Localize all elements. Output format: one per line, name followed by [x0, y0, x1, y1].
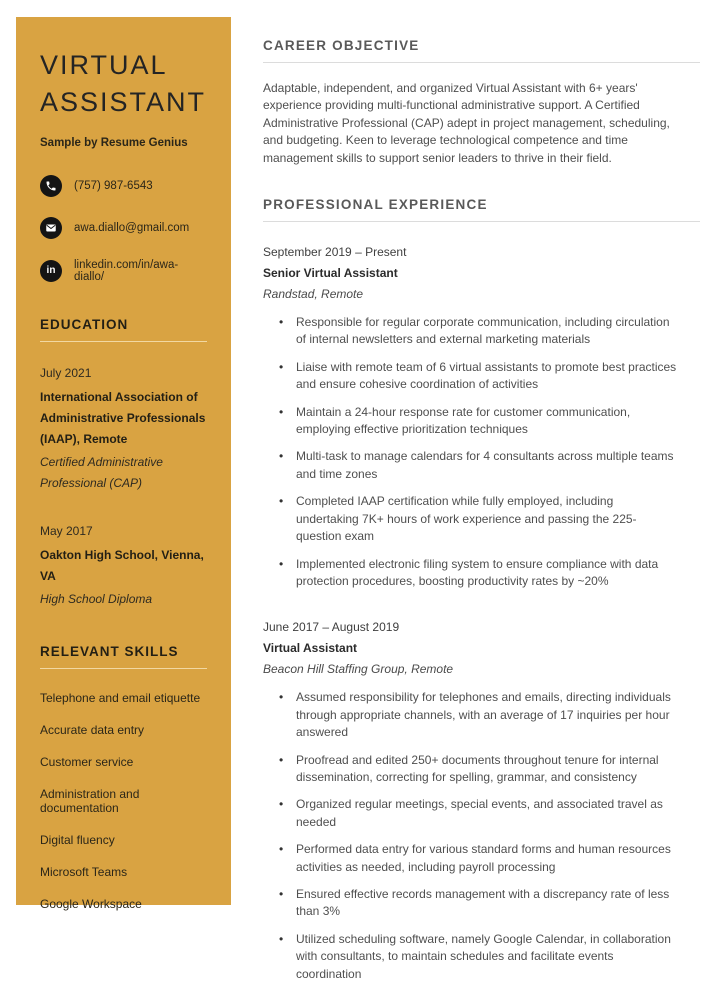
- professional-experience-section: [263, 197, 700, 983]
- main-column: [263, 38, 700, 993]
- resume-title-line1: VIRTUAL: [40, 50, 168, 80]
- email-icon: [40, 217, 62, 239]
- education-section: [40, 317, 207, 610]
- skills-section: [40, 644, 207, 911]
- resume-title: [40, 47, 207, 121]
- skill-item: Google Workspace: [40, 897, 142, 911]
- career-objective-section: [263, 38, 700, 167]
- resume-title-line2: ASSISTANT: [40, 87, 207, 117]
- skill-item: Administration and documentation: [40, 787, 140, 815]
- job-title: Virtual Assistant: [263, 641, 358, 656]
- experience-bullet: • Assumed responsibility for telephones and emails, directing individuals through appropriate channels, with an average of 17 inquiries per hour answered: [263, 689, 700, 741]
- skill-item: Customer service: [40, 755, 134, 769]
- education-degree: High School Diploma: [40, 592, 153, 606]
- job-entry-virtual-assistant: [263, 620, 700, 983]
- experience-bullet: • Organized regular meetings, special events, and associated travel as needed: [263, 796, 700, 831]
- contact-item-email: [40, 217, 207, 239]
- education-school: International Association of Administrative Professionals (IAAP), Remote: [40, 390, 206, 446]
- career-objective-heading: CAREER OBJECTIVE: [263, 38, 420, 53]
- job-bullet-list: [263, 314, 700, 590]
- education-date: July 2021: [40, 366, 92, 380]
- skills-heading: RELEVANT SKILLS: [40, 644, 179, 659]
- professional-experience-divider: [263, 221, 700, 222]
- experience-bullet: • Proofread and edited 250+ documents throughout tenure for internal dissemination, correcting for spelling, grammar, and consistency: [263, 752, 700, 787]
- education-entry: [40, 366, 207, 494]
- education-entry: [40, 524, 207, 610]
- experience-bullet: • Performed data entry for various standard forms and human resources activities as needed, including payroll processing: [263, 841, 700, 876]
- job-dates: September 2019 – Present: [263, 245, 407, 260]
- experience-bullet: • Liaise with remote team of 6 virtual assistants to promote best practices and ensure cohesive coordination of activities: [263, 359, 700, 394]
- phone-number: (757) 987-6543: [74, 180, 153, 192]
- contact-item-phone: [40, 175, 207, 197]
- education-school: Oakton High School, Vienna, VA: [40, 548, 204, 583]
- contact-list: [40, 175, 207, 283]
- job-dates: June 2017 – August 2019: [263, 620, 400, 635]
- sidebar: [16, 17, 231, 911]
- skill-item: Telephone and email etiquette: [40, 691, 201, 705]
- experience-bullet: • Maintain a 24-hour response rate for customer communication, employing effective prioritization techniques: [263, 404, 700, 439]
- experience-bullet: • Completed IAAP certification while fully employed, including undertaking 7K+ hours of work experience and passing the 225-question exam: [263, 493, 700, 545]
- professional-experience-heading: PROFESSIONAL EXPERIENCE: [263, 197, 488, 213]
- job-company: Beacon Hill Staffing Group, Remote: [263, 662, 454, 677]
- sample-byline: Sample by Resume Genius: [40, 137, 188, 149]
- linkedin-icon: in: [40, 260, 62, 282]
- job-company: Randstad, Remote: [263, 287, 364, 302]
- career-objective-divider: [263, 62, 700, 63]
- skill-item: Digital fluency: [40, 833, 115, 847]
- experience-bullet: • Multi-task to manage calendars for 4 consultants across multiple teams and time zones: [263, 448, 700, 483]
- education-degree: Certified Administrative Professional (CAP): [40, 455, 163, 490]
- skill-item: Microsoft Teams: [40, 865, 128, 879]
- email-address: awa.diallo@gmail.com: [74, 222, 190, 234]
- job-title: Senior Virtual Assistant: [263, 266, 398, 281]
- job-entry-senior-virtual-assistant: [263, 245, 700, 590]
- linkedin-url: linkedin.com/in/awa-diallo/: [74, 259, 179, 283]
- experience-bullet: • Implemented electronic filing system to ensure compliance with data protection procedures, boosting productivity rates by ~20%: [263, 556, 700, 591]
- skill-item: Accurate data entry: [40, 723, 145, 737]
- skills-divider: [40, 668, 207, 669]
- experience-bullet: • Utilized scheduling software, namely Google Calendar, in collaboration with consultants, to maintain schedules and facilitate events coordination: [263, 931, 700, 983]
- contact-item-linkedin: [40, 259, 207, 283]
- career-objective-text: Adaptable, independent, and organized Virtual Assistant with 6+ years' experience providing multi-functional administrative support. A Certified Administrative Professional (CAP) adept in project management, scheduling, and budgeting. Keen to leverage technological competence and time management skills to support senior leaders to thrive in their field.: [263, 81, 670, 165]
- experience-bullet: • Responsible for regular corporate communication, including circulation of internal newsletters and external marketing materials: [263, 314, 700, 349]
- experience-bullet: • Ensured effective records management with a discrepancy rate of less than 3%: [263, 886, 700, 921]
- education-date: May 2017: [40, 524, 93, 538]
- phone-icon: [40, 175, 62, 197]
- education-divider: [40, 341, 207, 342]
- education-heading: EDUCATION: [40, 317, 129, 332]
- job-bullet-list: [263, 689, 700, 983]
- skills-list: [40, 691, 207, 911]
